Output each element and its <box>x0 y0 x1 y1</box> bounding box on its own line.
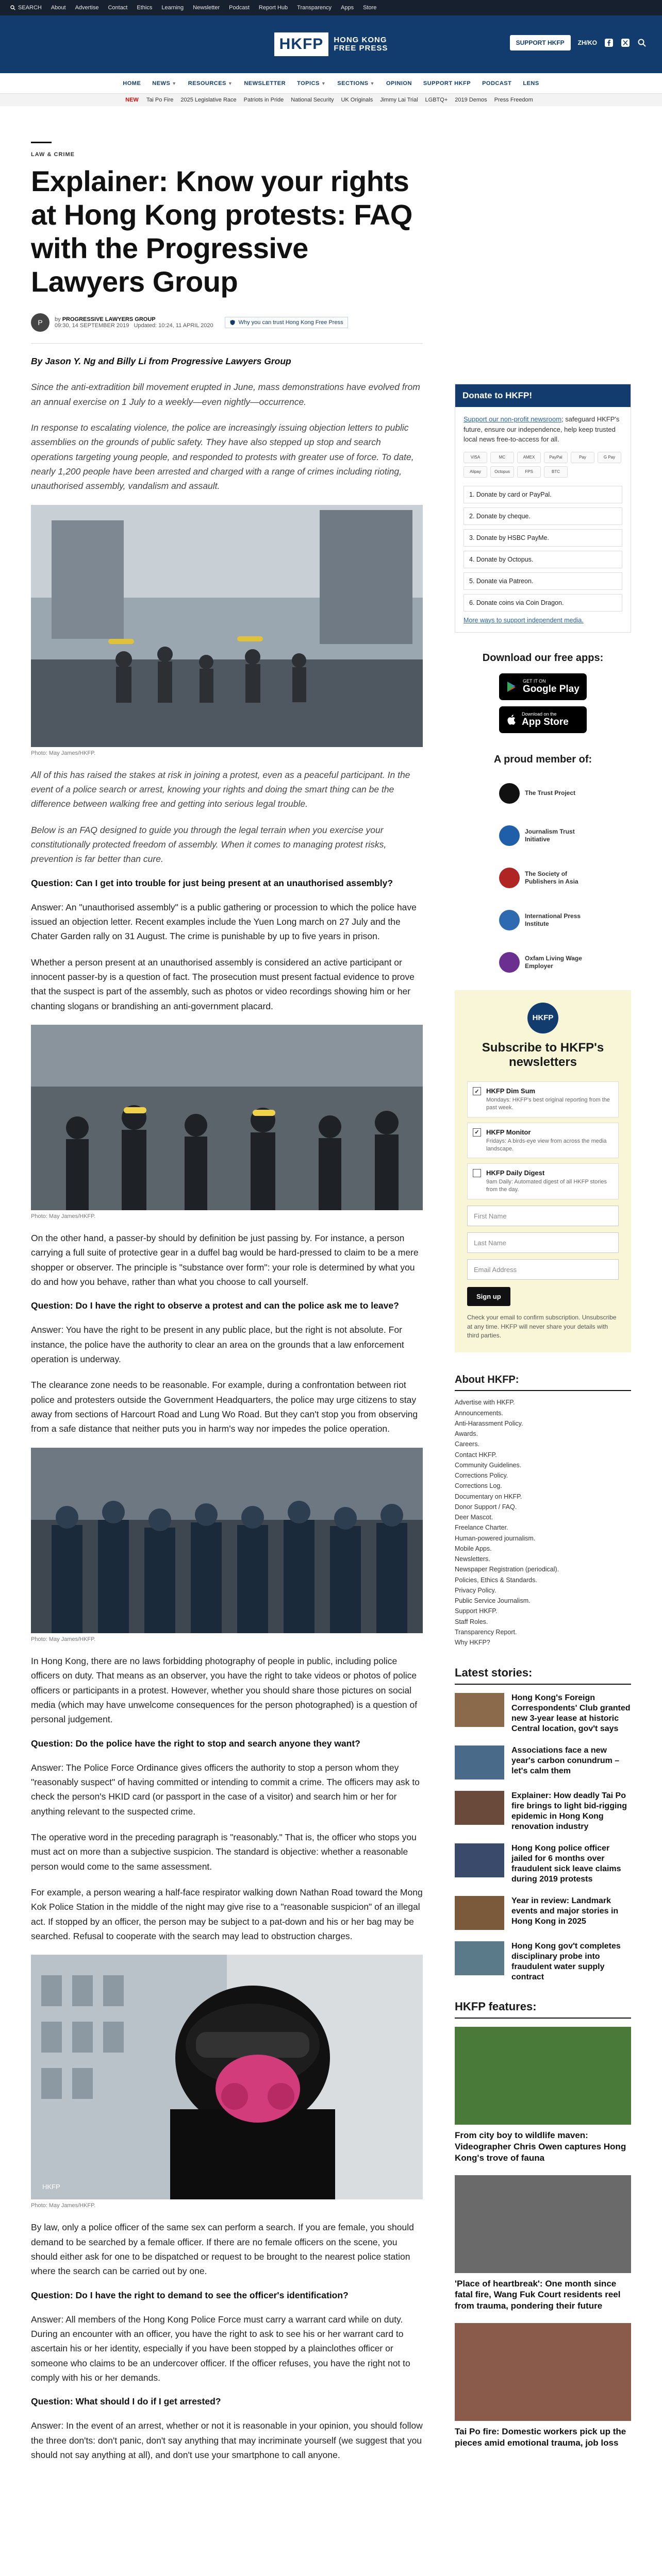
nav-label: NEWS <box>152 80 171 87</box>
story-thumbnail <box>455 1941 504 1975</box>
newsletter-widget <box>455 990 631 1353</box>
newsletter-option[interactable] <box>467 1163 619 1199</box>
chevron-down-icon: ▼ <box>321 80 326 86</box>
latest-story[interactable] <box>455 1941 631 1982</box>
story-title: Associations face a new year's carbon conundrum – let's calm them <box>511 1746 620 1776</box>
member-name: International Press Institute <box>525 912 581 927</box>
site-logo[interactable] <box>274 32 388 56</box>
topbar-apps[interactable]: Apps <box>341 5 354 11</box>
google-badge-big: Google Play <box>523 683 580 694</box>
faq-question: Question: Can I get into trouble for just being present at an unauthorised assembly? <box>31 877 393 888</box>
about-link[interactable]: Anti-Harassment Policy. <box>455 1419 523 1427</box>
logo-mark: HKFP <box>274 32 329 56</box>
faq-answer: The clearance zone needs to be reasonable. For example, during a confrontation between riot police and protesters outside the Government Headquarters, the police may urge citizens to stay away from sections of Harcourt Road and Lung Wo Road. But they can't stop you from observing from a safe distance that neither puts you in harm's way nor impedes the police operation. <box>31 1380 418 1434</box>
about-link[interactable]: Corrections Policy. <box>455 1472 508 1480</box>
intro-paragraph: Since the anti-extradition bill movement erupted in June, mass demonstrations have evolved from an annual exercise on 1 July to a weekly—even nightly—occurrence. <box>31 382 420 407</box>
article-photo <box>31 1448 423 1633</box>
sidebar <box>455 384 631 2460</box>
photo-respirator-protester <box>31 1955 423 2199</box>
donate-option-cheque[interactable]: 2. Donate by cheque. <box>464 507 622 525</box>
chevron-down-icon: ▼ <box>370 80 375 86</box>
faq-answer: The operative word in the preceding paragraph is "reasonably." That is, the officer who stops you must act on more than a subjective suspicion. The standard is objective: whether a reasonable person would come to the same assessment. <box>31 1832 417 1872</box>
topbar-transparency[interactable]: Transparency <box>297 5 332 11</box>
story-thumbnail <box>455 1843 504 1877</box>
photo-caption: Photo: May James/HKFP. <box>31 750 96 756</box>
about-link[interactable]: Newspaper Registration (periodical). <box>455 1566 559 1573</box>
topbar-search[interactable] <box>10 5 42 11</box>
photo-protest-street <box>31 505 423 747</box>
logo-line-2: FREE PRESS <box>334 44 388 53</box>
latest-story[interactable] <box>455 1896 631 1930</box>
topbar-about[interactable]: About <box>51 5 66 11</box>
nav-label: RESOURCES <box>188 80 226 87</box>
faq-question: Question: Do I have the right to observe a protest and can the police ask me to leave? <box>31 1300 399 1311</box>
trending-item[interactable]: Press Freedom <box>494 97 533 103</box>
faq-question: Question: Do the police have the right to stop and search anyone they want? <box>31 1738 360 1749</box>
member-name: The Society of Publishers in Asia <box>525 870 578 885</box>
payment-logo: MC <box>490 452 514 463</box>
trending-item[interactable]: National Security <box>291 97 334 103</box>
topbar-advertise[interactable]: Advertise <box>75 5 99 11</box>
faq-answer: For example, a person wearing a half-face respirator walking down Nathan Road toward the Mong Kok Police Station in the middle of the night may give rise to a "reasonable suspicion" of an illegal act. If stopped by an officer, the person may be subject to a pat-down and his or her bag may be searched. Refusal to cooperate with the search may lead to obstruction charges. <box>31 1887 423 1941</box>
story-thumbnail <box>455 1745 504 1780</box>
about-link[interactable]: Advertise with HKFP. <box>455 1399 515 1406</box>
member-name: Oxfam Living Wage Employer <box>525 955 582 970</box>
checkbox[interactable]: ✓ <box>473 1128 481 1137</box>
nav-news[interactable] <box>152 80 176 87</box>
topbar-podcast[interactable]: Podcast <box>229 5 250 11</box>
member-name: The Trust Project <box>525 789 576 797</box>
story-title: Hong Kong's Foreign Correspondents' Club granted new 3-year lease at historic Central location, gov't says <box>511 1693 631 1734</box>
member-name: Journalism Trust Initiative <box>525 828 575 843</box>
latest-title: Latest stories: <box>455 1666 631 1685</box>
topbar-newsletter[interactable]: Newsletter <box>193 5 220 11</box>
newsletter-note: Check your email to confirm subscription. Unsubscribe at any time. HKFP will never share your details with third parties. <box>467 1314 617 1339</box>
about-link[interactable]: Donor Support / FAQ. <box>455 1503 517 1511</box>
feature-story[interactable] <box>455 2175 631 2312</box>
trust-link[interactable] <box>225 317 348 328</box>
story-title: Year in review: Landmark events and major stories in Hong Kong in 2025 <box>511 1896 619 1926</box>
about-link[interactable]: Community Guidelines. <box>455 1461 522 1469</box>
photo-caption: Photo: May James/HKFP. <box>31 2202 96 2209</box>
donate-text <box>464 414 622 445</box>
payment-logo: Pay <box>571 452 594 463</box>
article <box>31 142 423 2473</box>
faq-answer: Answer: The Police Force Ordinance gives officers the authority to stop a person whom they "reasonably suspect" of having committed or intending to commit a crime. The officers may ask to check the person's HKID card (or passport in the case of a visitor) and search him or her for anything relevant to the suspected crime. <box>31 1762 420 1817</box>
latest-story[interactable] <box>455 1791 631 1832</box>
payment-logo: BTC <box>544 466 568 478</box>
donate-text-rest: ; safeguard HKFP's future, ensure our independence, help keep trusted local news free-to-access for all. <box>464 415 620 443</box>
trending-item[interactable]: Patriots in Pride <box>243 97 284 103</box>
about-link[interactable]: Why HKFP? <box>455 1639 490 1647</box>
photo-watermark: HKFP <box>42 2183 60 2191</box>
google-badge-text <box>523 679 580 695</box>
donate-option-octopus[interactable]: 4. Donate by Octopus. <box>464 551 622 568</box>
trending-item[interactable]: UK Originals <box>341 97 373 103</box>
faq-answer: Answer: You have the right to be present in any public place, but the right is not absolute. For instance, the police have the authority to clear an area on the grounds that a law enforcement operation is underway. <box>31 1325 404 1365</box>
main-nav <box>0 73 662 94</box>
apple-badge-small: Download on the <box>522 711 557 717</box>
first-name-field[interactable]: First Name <box>467 1206 619 1226</box>
story-thumbnail <box>455 1791 504 1825</box>
about-link[interactable]: Announcements. <box>455 1409 503 1417</box>
members-title: A proud member of: <box>493 753 592 765</box>
newsletter-option-text <box>486 1087 613 1112</box>
photo-caption: Photo: May James/HKFP. <box>31 1636 96 1642</box>
support-hkfp-button[interactable]: SUPPORT HKFP <box>510 35 571 50</box>
nav-newsletter[interactable]: NEWSLETTER <box>244 80 286 87</box>
donate-option-coins[interactable]: 6. Donate coins via Coin Dragon. <box>464 594 622 612</box>
logo-line-1: HONG KONG <box>334 36 387 45</box>
trending-item[interactable]: 2025 Legislative Race <box>180 97 237 103</box>
byline-dates <box>55 323 213 329</box>
logo-wordmark <box>334 36 388 53</box>
payment-logo: Alipay <box>464 466 487 478</box>
last-name-field[interactable]: Last Name <box>467 1232 619 1253</box>
topbar-contact[interactable]: Contact <box>108 5 128 11</box>
photo-caption: Photo: May James/HKFP. <box>31 1213 96 1220</box>
donate-link[interactable]: Support our non-profit newsroom <box>464 415 562 423</box>
authors-line: By Jason Y. Ng and Billy Li from Progressive Lawyers Group <box>31 355 291 366</box>
payment-logo: Octopus <box>490 466 514 478</box>
newsletter-title: Subscribe to HKFP's newsletters <box>482 1040 604 1070</box>
apps-title: Download our free apps: <box>482 652 604 664</box>
member-logo <box>499 783 520 804</box>
story-title: Hong Kong gov't completes disciplinary probe into fraudulent water supply contract <box>511 1942 621 1982</box>
about-link[interactable]: Policies, Ethics & Standards. <box>455 1576 537 1584</box>
payment-logo: PayPal <box>544 452 568 463</box>
author-name[interactable]: PROGRESSIVE LAWYERS GROUP <box>62 316 156 323</box>
nav-lens[interactable]: LENS <box>523 80 539 87</box>
faq-answer: Answer: An "unauthorised assembly" is a public gathering or procession to which the police have issued an objection letter. Recent examples include the Yuen Long march on 27 July and the Chater Garden rally on 31 August. The crime is punishable by up to five years in prison. <box>31 902 417 942</box>
faq-question: Question: Do I have the right to demand to see the officer's identification? <box>31 2290 349 2300</box>
story-thumbnail <box>455 1693 504 1727</box>
faq-question: Question: What should I do if I get arrested? <box>31 2396 221 2407</box>
article-photo <box>31 1955 423 2199</box>
feature-story[interactable] <box>455 2027 631 2163</box>
more-ways-link[interactable]: More ways to support independent media. <box>464 616 584 624</box>
trending-item[interactable]: 2019 Demos <box>455 97 487 103</box>
payment-logo: G Pay <box>598 452 621 463</box>
topbar-store[interactable]: Store <box>363 5 377 11</box>
newsletter-desc: Fridays: A birds-eye view from across the media landscape. <box>486 1138 607 1152</box>
newsletter-name: HKFP Daily Digest <box>486 1169 545 1177</box>
story-title: Explainer: How deadly Tai Po fire brings to light bid-rigging epidemic in Hong Kong renovation industry <box>511 1791 627 1832</box>
author-avatar: P <box>31 313 49 332</box>
newsletter-desc: 9am Daily: Automated digest of all HKFP stories from the day. <box>486 1179 607 1193</box>
payment-logos <box>464 452 622 478</box>
trending-bar <box>0 94 662 106</box>
member-logo <box>499 868 520 888</box>
newsletter-logo: HKFP <box>527 1003 558 1033</box>
shield-icon <box>229 319 236 326</box>
nav-label: TOPICS <box>297 80 320 87</box>
apple-badge-big: App Store <box>522 716 569 727</box>
trending-item[interactable]: Jimmy Lai Trial <box>380 97 418 103</box>
byline-text <box>55 316 213 329</box>
topbar-ethics[interactable]: Ethics <box>137 5 153 11</box>
app-store-badge[interactable] <box>499 706 587 733</box>
article-photo <box>31 505 423 747</box>
feature-title: 'Place of heartbreak': One month since fatal fire, Wang Fuk Court residents reel from trauma, pondering their future <box>455 2278 621 2311</box>
payment-logo: FPS <box>517 466 541 478</box>
member-oxfam[interactable] <box>455 947 631 978</box>
topbar-item-label: SEARCH <box>18 5 42 11</box>
article-category[interactable]: LAW & CRIME <box>31 151 75 158</box>
apple-badge-text <box>522 711 569 728</box>
nav-opinion[interactable]: OPINION <box>386 80 412 87</box>
photo-crowd <box>31 1025 423 1210</box>
play-store-icon <box>506 681 518 693</box>
category-rule <box>31 142 52 143</box>
about-list <box>455 1397 631 1648</box>
chevron-down-icon: ▼ <box>172 80 177 86</box>
checkbox[interactable] <box>473 1169 481 1177</box>
about-link[interactable]: Newsletters. <box>455 1555 490 1563</box>
latest-story[interactable] <box>455 1693 631 1734</box>
byline-author-line <box>55 316 213 323</box>
about-link[interactable]: Freelance Charter. <box>455 1524 508 1532</box>
faq-answer: By law, only a police officer of the same sex can perform a search. If you are female, you should demand to be searched by a female officer. If there are no female officers on the scene, you should either ask for one to be dispatched or request to be brought to the nearest police station where the search can be carried out by one. <box>31 2222 414 2277</box>
search-icon[interactable] <box>637 38 647 47</box>
utility-bar <box>0 0 662 15</box>
about-link[interactable]: Human-powered journalism. <box>455 1534 536 1542</box>
about-link[interactable]: Documentary on HKFP. <box>455 1493 522 1500</box>
donate-title: Donate to HKFP! <box>455 384 631 407</box>
search-icon <box>10 5 15 10</box>
payment-logo: AMEX <box>517 452 541 463</box>
about-title: About HKFP: <box>455 1374 631 1391</box>
about-link[interactable]: Public Service Journalism. <box>455 1597 531 1605</box>
signup-button[interactable]: Sign up <box>467 1287 510 1306</box>
apple-icon <box>506 714 517 726</box>
trending-item[interactable]: Tai Po Fire <box>146 97 174 103</box>
feature-image <box>455 2175 631 2273</box>
email-field[interactable]: Email Address <box>467 1259 619 1280</box>
feature-image <box>455 2323 631 2421</box>
member-logo <box>499 910 520 930</box>
faq-answer: On the other hand, a passer-by should by definition be just passing by. For instance, a person carrying a full suite of protective gear in a duffel bag would be hard-pressed to claim to be a mere shopper or observer. The principle is "substance over form": your role is determined by what you do and how you behave, rather than what you choose to call yourself. <box>31 1233 419 1287</box>
newsletter-name: HKFP Dim Sum <box>486 1087 536 1095</box>
nav-support[interactable]: SUPPORT HKFP <box>423 80 471 87</box>
updated-date: Updated: 10:24, 11 APRIL 2020 <box>134 322 213 329</box>
member-logo <box>499 952 520 973</box>
language-switch[interactable]: ZH/KO <box>577 39 597 46</box>
member-jti[interactable] <box>455 820 631 851</box>
header-actions <box>510 35 647 50</box>
trending-new-badge: NEW <box>125 97 139 103</box>
member-logo <box>499 825 520 846</box>
site-header <box>0 15 662 73</box>
member-trust-project[interactable] <box>455 778 631 809</box>
topbar-report-hub[interactable]: Report Hub <box>258 5 288 11</box>
newsletter-option[interactable] <box>467 1123 619 1159</box>
newsletter-option-text <box>486 1169 613 1194</box>
about-link[interactable]: Staff Roles. <box>455 1618 488 1625</box>
x-twitter-icon[interactable] <box>621 38 630 47</box>
feature-title: From city boy to wildlife maven: Videographer Chris Owen captures Hong Kong's trove of fauna <box>455 2130 626 2163</box>
about-link[interactable]: Deer Mascot. <box>455 1514 493 1521</box>
nav-topics[interactable] <box>297 80 326 87</box>
latest-story[interactable] <box>455 1843 631 1885</box>
feature-title: Tai Po fire: Domestic workers pick up the pieces amid emotional trauma, job loss <box>455 2426 626 2448</box>
intro-paragraph: All of this has raised the stakes at risk in joining a protest, even as a peaceful participant. In the event of a police search or arrest, knowing your rights and doing the smart thing can be the difference between walking free and getting into serious legal trouble. <box>31 769 410 809</box>
trending-item[interactable]: LGBTQ+ <box>425 97 448 103</box>
about-link[interactable]: Careers. <box>455 1440 479 1448</box>
byline <box>31 313 423 332</box>
donate-widget <box>455 384 631 633</box>
donate-option-card[interactable]: 1. Donate by card or PayPal. <box>464 486 622 503</box>
checkbox[interactable]: ✓ <box>473 1087 481 1095</box>
google-badge-small: GET IT ON <box>523 678 546 684</box>
story-title: Hong Kong police officer jailed for 6 months over fraudulent sick leave claims during 2019 protests <box>511 1844 621 1884</box>
google-play-badge[interactable] <box>499 673 587 700</box>
story-thumbnail <box>455 1896 504 1930</box>
publish-date: 09:30, 14 SEPTEMBER 2019 <box>55 322 129 329</box>
intro-paragraph: Below is an FAQ designed to guide you through the legal terrain when you exercise your constitutionally protected freedom of assembly. When it comes to managing protest risks, prevention is far better than cure. <box>31 824 387 865</box>
trust-link-label: Why you can trust Hong Kong Free Press <box>238 319 343 326</box>
nav-sections[interactable] <box>337 80 375 87</box>
divider <box>31 343 423 344</box>
newsletter-option[interactable] <box>467 1081 619 1117</box>
about-link[interactable]: Contact HKFP. <box>455 1451 497 1459</box>
about-link[interactable]: Support HKFP. <box>455 1607 498 1615</box>
facebook-icon[interactable] <box>604 38 614 47</box>
member-ipi[interactable] <box>455 905 631 936</box>
feature-story[interactable] <box>455 2323 631 2449</box>
faq-answer: Answer: In the event of an arrest, whether or not it is reasonable in your opinion, you should follow the three don'ts: don't panic, don't say anything that may incriminate yourself (we suggest that you should not say anything at all), and don't use your smartphone to call anyone. <box>31 2420 423 2461</box>
member-sopa[interactable] <box>455 862 631 893</box>
feature-image <box>455 2027 631 2125</box>
intro-paragraph: In response to escalating violence, the police are increasingly issuing objection letters to public assemblies on the grounds of public safety. They have also stepped up stop and search operations targeting young people, and responded to protests with greater use of force. To date, nearly 1,200 people have been arrested and charged with a range of crimes including rioting, unauthorised assembly, vandalism and assault. <box>31 422 414 492</box>
about-link[interactable]: Transparency Report. <box>455 1628 517 1636</box>
nav-podcast[interactable]: PODCAST <box>482 80 512 87</box>
newsletter-desc: Mondays: HKFP's best original reporting from the past week. <box>486 1097 610 1111</box>
nav-home[interactable]: HOME <box>123 80 141 87</box>
faq-answer: Answer: All members of the Hong Kong Police Force must carry a warrant card while on duty. During an encounter with an officer, you have the right to ask to see his or her warrant card to ascertain his or her identity, especially if you have been stopped by a plainclothes officer or someone who claims to be an undercover officer. If the officer refuses, you have the right not to comply with his or her demands. <box>31 2314 410 2383</box>
about-link[interactable]: Corrections Log. <box>455 1482 502 1490</box>
payment-logo: VISA <box>464 452 487 463</box>
nav-resources[interactable] <box>188 80 233 87</box>
about-link[interactable]: Privacy Policy. <box>455 1586 496 1594</box>
about-link[interactable]: Awards. <box>455 1430 478 1438</box>
newsletter-option-text <box>486 1128 613 1153</box>
faq-answer: In Hong Kong, there are no laws forbidding photography of people in public, including police officers on duty. That means as an observer, you have the right to take videos or photos of police officers or participants in a protest. However, whether you should share those pictures on social media (which may have unwelcome consequences for the person photographed) is a question of personal judgement. <box>31 1655 418 1725</box>
topbar-learning[interactable]: Learning <box>161 5 184 11</box>
article-title: Explainer: Know your rights at Hong Kong protests: FAQ with the Progressive Lawyers Group <box>31 165 412 298</box>
nav-label: SECTIONS <box>337 80 369 87</box>
about-link[interactable]: Mobile Apps. <box>455 1545 492 1552</box>
chevron-down-icon: ▼ <box>227 80 233 86</box>
donate-option-payme[interactable]: 3. Donate by HSBC PayMe. <box>464 529 622 547</box>
byline-by: by <box>55 316 61 323</box>
faq-answer: Whether a person present at an unauthorised assembly is considered an active participant or innocent passer-by is a question of fact. The prosecution must present factual evidence to prove that the suspect is part of the assembly, such as photos or video recordings showing him or her chanting slogans or brandishing an anti-government placard. <box>31 957 415 1011</box>
latest-story[interactable] <box>455 1745 631 1780</box>
article-photo <box>31 1025 423 1210</box>
donate-option-patreon[interactable]: 5. Donate via Patreon. <box>464 572 622 590</box>
photo-police-line <box>31 1448 423 1633</box>
features-title: HKFP features: <box>455 2000 631 2019</box>
newsletter-name: HKFP Monitor <box>486 1128 531 1136</box>
